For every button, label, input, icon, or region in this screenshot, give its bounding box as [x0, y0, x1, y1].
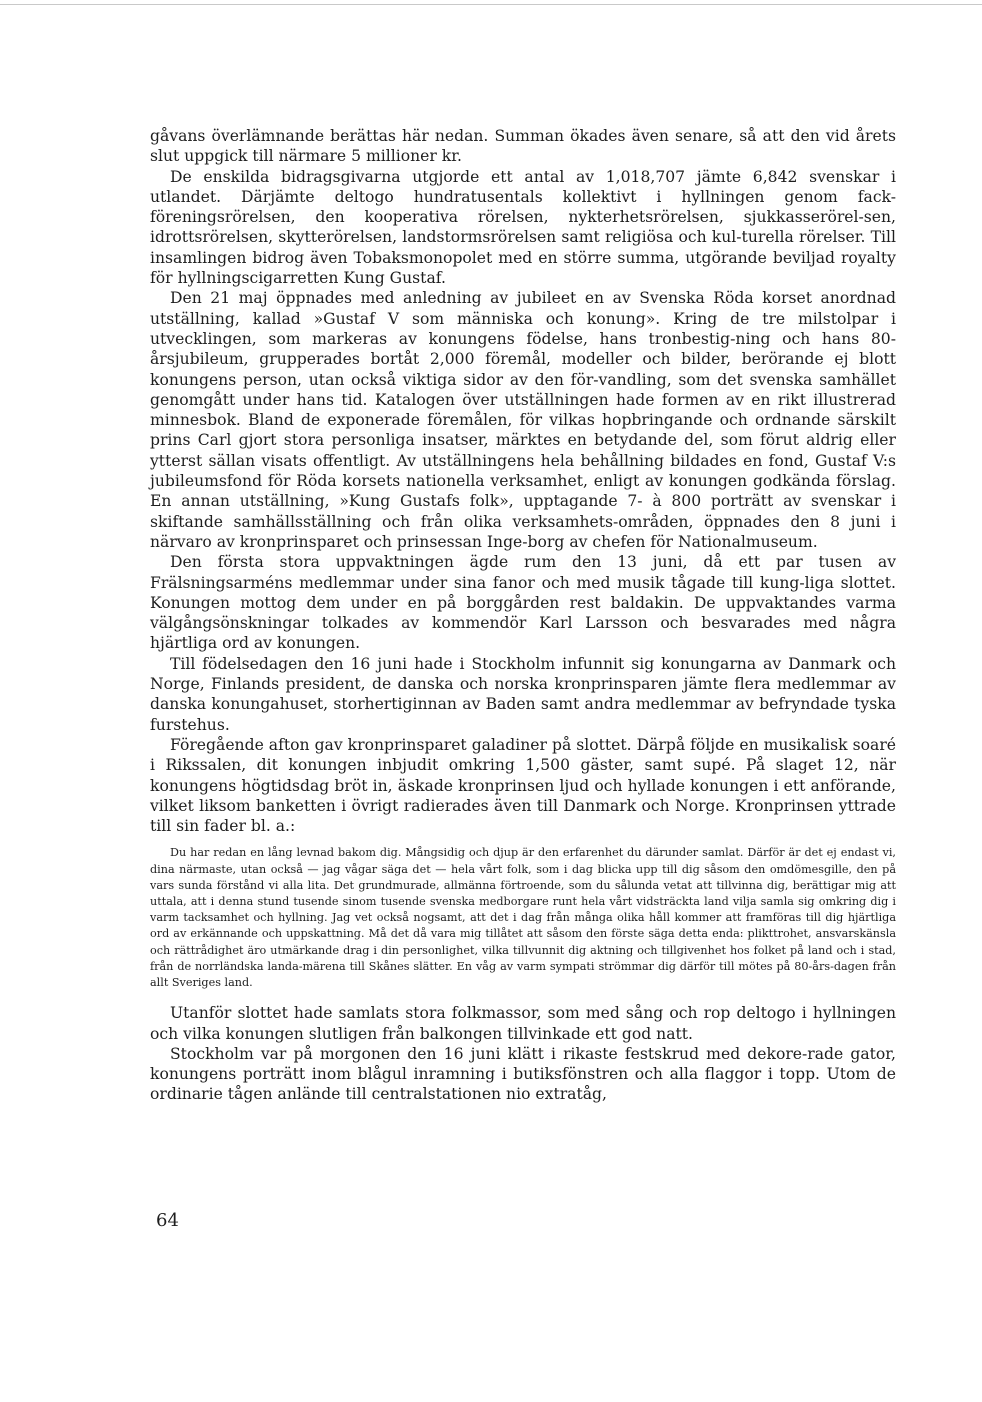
- paragraph-donors: De enskilda bidragsgivarna utgjorde ett antal av 1,018,707 jämte 6,842 svenskar i utlandet. Därjämte deltogo hundratusentals kollektivt i hyllningen genom fack-föreningsrörelsen, den kooperativa rörelsen, nykterhetsrörelsen, sjukkasserörel-sen, idrottsrörelsen, skytterörelsen, landstormsrörelsen samt religiösa och kul-turella rörelser. Till insamlingen bidrog även Tobaksmonopolet med en större summa, utgörande beviljad royalty för hyllningscigarretten Kung Gustaf.: [150, 167, 896, 288]
- page-number: 64: [156, 1210, 179, 1231]
- paragraph-salvation-army: Den första stora uppvaktningen ägde rum den 13 juni, då ett par tusen av Frälsningsarméns medlemmar under sina fanor och med musik tågade till kung-liga slottet. Konungen mottog dem under en på borggården rest baldakin. De uppvaktandes varma välgångsönskningar tolkades av kommendör Karl Larsson och besvarades med några hjärtliga ord av konungen.: [150, 553, 896, 653]
- body-text-before-quote: [150, 126, 896, 836]
- paragraph-royal-guests: Till födelsedagen den 16 juni hade i Stockholm infunnit sig konungarna av Danmark och Norge, Finlands president, de danska och norska kronprinsparen jämte flera medlemmar av danska konungahuset, storhertiginnan av Baden samt andra medlemmar av befryndade tyska furstehus.: [150, 654, 896, 734]
- paragraph-gala-dinner: Föregående afton gav kronprinsparet galadiner på slottet. Därpå följde en musikalisk soaré i Rikssalen, dit konungen inbjudit omkring 1,500 gäster, samt supé. På slaget 12, när konungens högtidsdag bröt in, äskade kronprinsen ljud och hyllade konungen i ett anförande, vilket liksom banketten i övrigt radierades även till Danmark och Norge. Kronprinsen yttrade till sin fader bl. a.:: [150, 735, 896, 836]
- paragraph-continuation: gåvans överlämnande berättas här nedan. Summan ökades även senare, så att den vid årets slut uppgick till närmare 5 millioner kr.: [150, 127, 896, 166]
- page-content: [150, 126, 896, 1105]
- quote-text: Du har redan en lång levnad bakom dig. Mångsidig och djup är den erfarenhet du därunder samlat. Därför är det ej endast vi, dina närmaste, utan också — jag vågar säga det — hela vårt folk, som i dag blicka upp till dig såsom den omdömesgille, den på vars sunda förstånd vi alla lita. Det grundmurade, allmänna förtroende, som du sålunda vetat att tillvinna dig, berättigar mig att uttala, att i denna stund tusende sinom tusende svenska medborgare runt hela vårt vidsträckta land vilja samla sig omkring dig i varm tacksamhet och hyllning. Jag vet också nogsamt, att det i dag från många olika håll kommer att framföras till dig hjärtliga ord av erkännande och uppskattning. Må det då vara mig tillåtet att såsom den förste säga detta enda: plikttrohet, ansvarskänsla och rättrådighet äro utmärkande drag i din personlighet, vilka tillvunnit dig aktning och tillgivenhet hos folket på land och i stad, från de norrländska landa-märena till Skånes slätter. En våg av varm sympati strömmar dig därför till mötes på 80-års-dagen från allt Sveriges land.: [150, 846, 896, 990]
- crown-prince-speech-quote: [150, 845, 896, 991]
- paragraph-stockholm-festive: Stockholm var på morgonen den 16 juni klätt i rikaste festskrud med dekore-rade gator, konungens porträtt inom blågul inramning i butiksfönstren och alla flaggor i topp. Utom de ordinarie tågen anlände till centralstationen nio extratåg,: [150, 1044, 896, 1104]
- top-edge-rule: [0, 4, 982, 5]
- paragraph-crowds: Utanför slottet hade samlats stora folkmassor, som med sång och rop deltogo i hyllningen och vilka konungen slutligen från balkongen tillvinkade ett god natt.: [150, 1004, 896, 1043]
- paragraph-exhibition: Den 21 maj öppnades med anledning av jubileet en av Svenska Röda korset anordnad utställning, kallad »Gustaf V som människa och konung». Kring de tre milstolpar i utvecklingen, som markeras av konungens födelse, hans tronbestig-ning och hans 80-årsjubileum, grupperades bortåt 2,000 föremål, modeller och bilder, berörande ej blott konungens person, utan också viktiga sidor av den för-vandling, som det svenska samhället genomgått under hans tid. Katalogen över utställningen hade formen av en rikt illustrerad minnesbok. Bland de exponerade föremålen, för vilkas hopbringande och ordnande särskilt prins Carl gjort stora personliga insatser, märktes en betydande del, som förut aldrig eller ytterst sällan visats offentligt. Av utställningens hela behållning bildades en fond, Gustaf V:s jubileumsfond för Röda korsets nationella verksamhet, enligt av konungen godkända förslag. En annan utställning, »Kung Gustafs folk», upptagande 7- à 800 porträtt av svenskar i skiftande samhällsställning och från olika verksamhets-områden, öppnades den 8 juni i närvaro av kronprinsparet och prinsessan Inge-borg av chefen för Nationalmuseum.: [150, 289, 896, 551]
- body-text-after-quote: [150, 1003, 896, 1104]
